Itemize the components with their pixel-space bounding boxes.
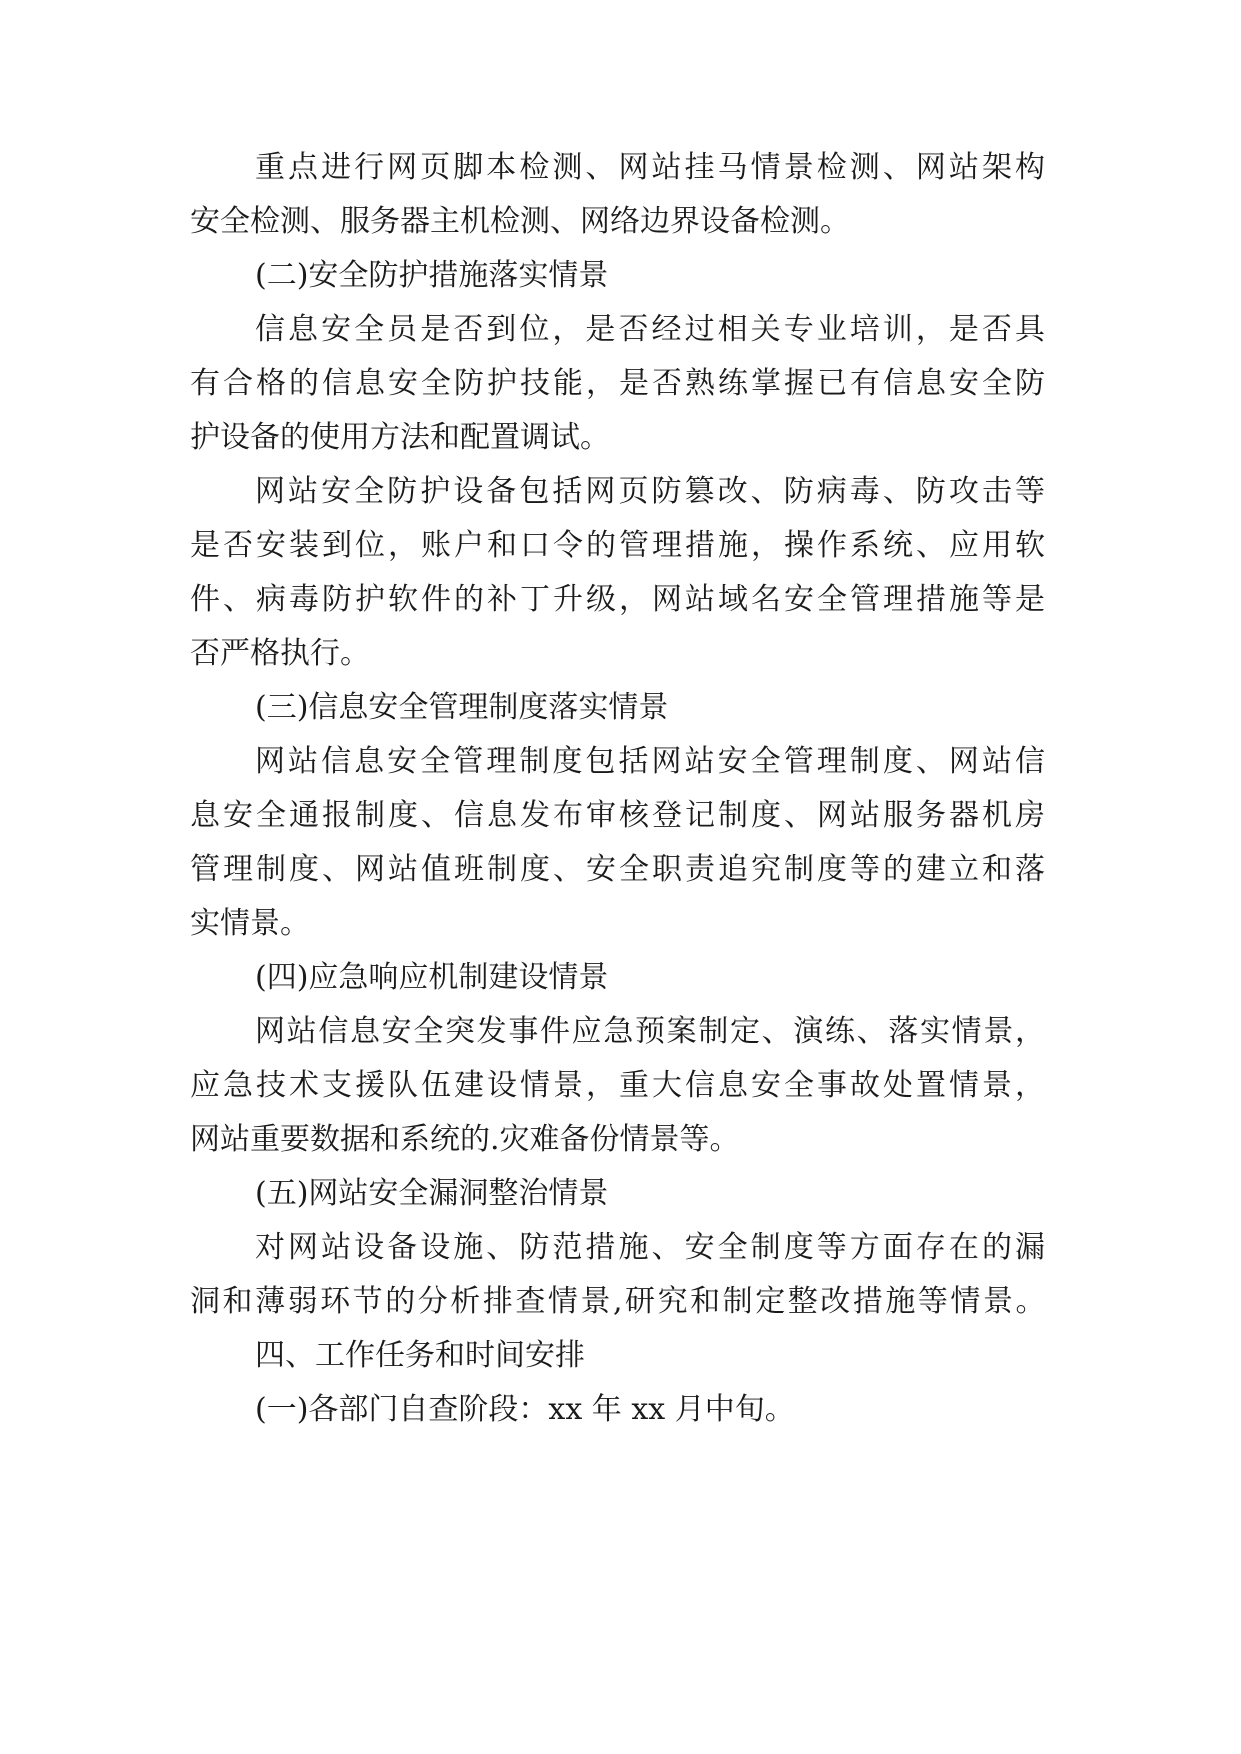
body-text-line: 对网站设备设施、防范措施、安全制度等方面存在的漏 (255, 1230, 1045, 1265)
body-text-line: 网站重要数据和系统的.灾难备份情景等。 (190, 1122, 740, 1157)
body-text-line: 重点进行网页脚本检测、网站挂马情景检测、网站架构 (255, 150, 1045, 185)
body-text-line: 网站安全防护设备包括网页防篡改、防病毒、防攻击等 (255, 474, 1045, 509)
body-text-line: 信息安全员是否到位，是否经过相关专业培训，是否具 (255, 312, 1045, 347)
body-text-line: 实情景。 (190, 906, 310, 941)
body-text-line: 有合格的信息安全防护技能，是否熟练掌握已有信息安全防 (190, 366, 1045, 401)
body-text-line: 息安全通报制度、信息发布审核登记制度、网站服务器机房 (190, 798, 1045, 833)
body-text-line: 否严格执行。 (190, 636, 370, 671)
section-heading: (二)安全防护措施落实情景 (255, 258, 609, 293)
body-text-line: 网站信息安全突发事件应急预案制定、演练、落实情景， (255, 1014, 1045, 1049)
section-heading: (三)信息安全管理制度落实情景 (255, 690, 669, 725)
body-text-line: 护设备的使用方法和配置调试。 (190, 420, 610, 455)
section-heading: (四)应急响应机制建设情景 (255, 960, 609, 995)
body-text-line: 安全检测、服务器主机检测、网络边界设备检测。 (190, 204, 850, 239)
section-heading: 四、工作任务和时间安排 (255, 1338, 585, 1373)
section-heading: (一)各部门自查阶段：xx 年 xx 月中旬。 (255, 1392, 795, 1427)
body-text-line: 洞和薄弱环节的分析排查情景,研究和制定整改措施等情景。 (190, 1284, 1045, 1319)
body-text-line: 网站信息安全管理制度包括网站安全管理制度、网站信 (255, 744, 1045, 779)
body-text-line: 应急技术支援队伍建设情景，重大信息安全事故处置情景， (190, 1068, 1045, 1103)
body-text-line: 件、病毒防护软件的补丁升级，网站域名安全管理措施等是 (190, 582, 1045, 617)
body-text-line: 管理制度、网站值班制度、安全职责追究制度等的建立和落 (190, 852, 1045, 887)
body-text-line: 是否安装到位，账户和口令的管理措施，操作系统、应用软 (190, 528, 1045, 563)
section-heading: (五)网站安全漏洞整治情景 (255, 1176, 609, 1211)
